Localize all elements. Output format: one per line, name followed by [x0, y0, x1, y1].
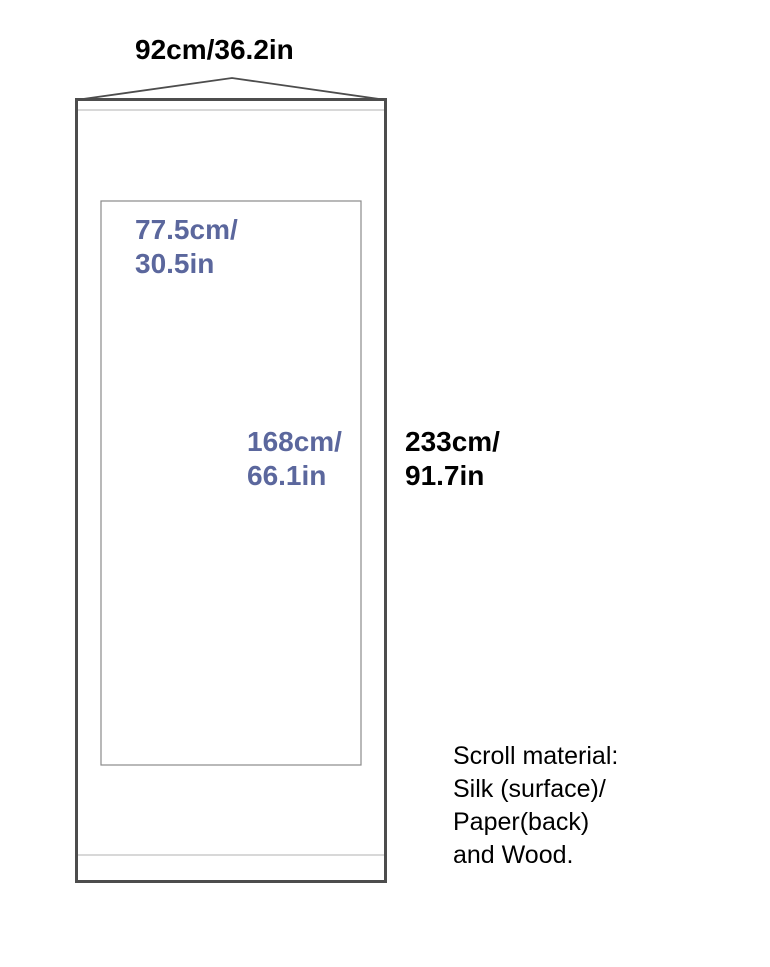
material-note-line: Silk (surface)/ [453, 775, 606, 803]
artwork-width-in: 30.5in [135, 248, 215, 279]
material-note [453, 740, 618, 872]
artwork-height-cm: 168cm/ [247, 426, 342, 457]
material-note-line: Scroll material: [453, 742, 619, 770]
scroll-height-label [405, 425, 500, 493]
hanging-string [76, 78, 386, 100]
artwork-height-label [247, 425, 342, 493]
scroll-width-label: 92cm/36.2in [135, 34, 294, 65]
artwork-height-in: 66.1in [247, 460, 327, 491]
material-note-line: and Wood. [453, 841, 574, 869]
artwork-width-cm: 77.5cm/ [135, 214, 238, 245]
scroll-height-cm: 233cm/ [405, 426, 500, 457]
material-note-line: Paper(back) [453, 808, 590, 836]
scroll-height-in: 91.7in [405, 460, 485, 491]
artwork-width-label [135, 213, 238, 281]
